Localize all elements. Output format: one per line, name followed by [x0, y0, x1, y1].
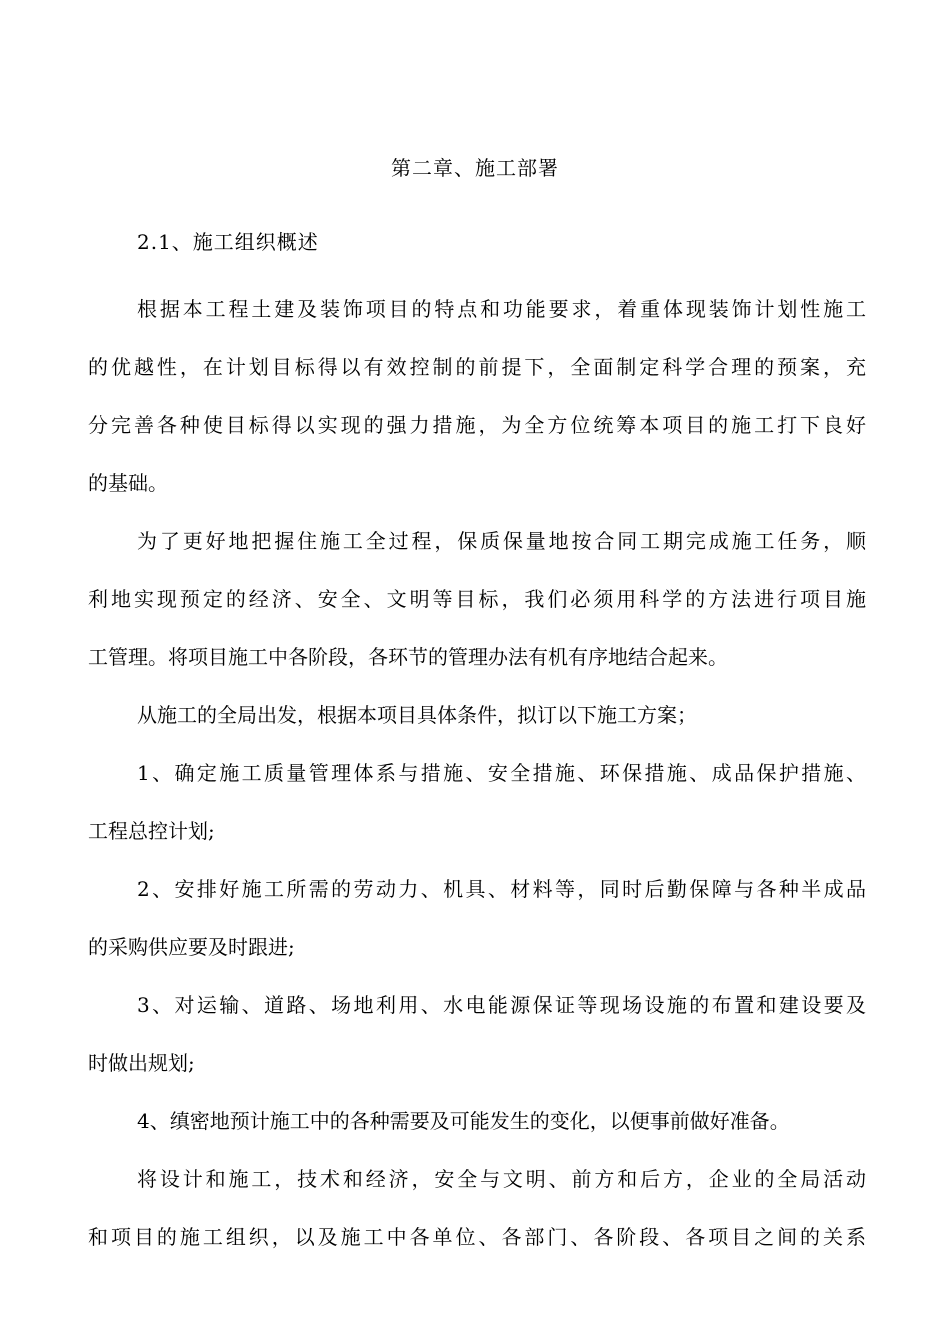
list-item-line: 4、缜密地预计施工中的各种需要及可能发生的变化，以便事前做好准备。: [137, 1109, 790, 1133]
body-line: 分完善各种使目标得以实现的强力措施，为全方位统筹本项目的施工打下良好: [88, 413, 866, 437]
list-item-line: 工程总控计划;: [88, 819, 215, 843]
list-item-line: 的采购供应要及时跟进;: [88, 935, 295, 959]
body-line: 将设计和施工，技术和经济，安全与文明、前方和后方，企业的全局活动: [137, 1167, 866, 1191]
body-line: 利地实现预定的经济、安全、文明等目标，我们必须用科学的方法进行项目施: [88, 587, 866, 611]
list-item-line: 2、安排好施工所需的劳动力、机具、材料等，同时后勤保障与各种半成品: [137, 877, 866, 901]
body-line: 的基础。: [88, 471, 168, 495]
body-line: 根据本工程土建及装饰项目的特点和功能要求，着重体现装饰计划性施工: [137, 297, 866, 321]
list-item-line: 时做出规划;: [88, 1051, 195, 1075]
body-line: 为了更好地把握住施工全过程，保质保量地按合同工期完成施工任务，顺: [137, 529, 866, 553]
body-line: 的优越性，在计划目标得以有效控制的前提下，全面制定科学合理的预案，充: [88, 355, 866, 379]
body-line: 和项目的施工组织，以及施工中各单位、各部门、各阶段、各项目之间的关系: [88, 1225, 866, 1249]
chapter-title: 第二章、施工部署: [391, 156, 559, 180]
list-item-line: 1、确定施工质量管理体系与措施、安全措施、环保措施、成品保护措施、: [137, 761, 866, 785]
list-item-line: 3、对运输、道路、场地利用、水电能源保证等现场设施的布置和建设要及: [137, 993, 866, 1017]
document-body: [88, 280, 866, 1266]
section-heading: 2.1、施工组织概述: [137, 230, 319, 254]
body-line: 从施工的全局出发，根据本项目具体条件，拟订以下施工方案；: [137, 703, 697, 727]
body-line: 工管理。将项目施工中各阶段，各环节的管理办法有机有序地结合起来。: [88, 645, 728, 669]
